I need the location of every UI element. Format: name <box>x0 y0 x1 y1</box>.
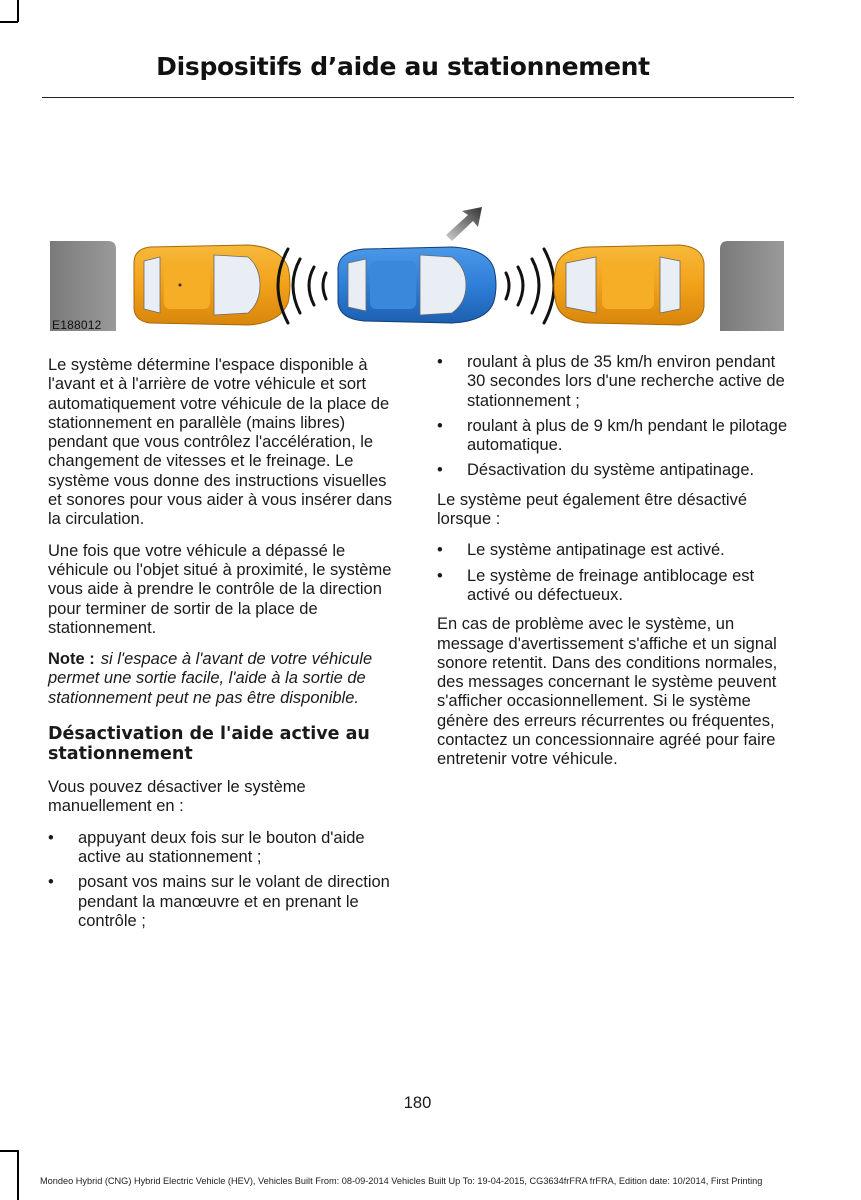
sensor-waves-right-icon <box>506 249 554 323</box>
parking-exit-illustration <box>48 205 784 335</box>
bullet-icon: • <box>437 416 443 435</box>
list-item <box>437 461 789 480</box>
also-deactivated-paragraph: Le système peut également être désactivé lorsque : <box>437 490 748 529</box>
bullet-icon: • <box>48 873 54 892</box>
note <box>48 650 400 708</box>
bullet-icon: • <box>48 828 54 847</box>
illustration-svg <box>48 205 784 335</box>
header-rule <box>42 97 794 98</box>
crop-mark-top-left-h <box>0 21 18 23</box>
list-item-text: appuyant deux fois sur le bouton d'aide active au stationnement ; <box>78 828 365 866</box>
condition-list <box>437 353 789 481</box>
list-item-text: roulant à plus de 9 km/h pendant le pilotage automatique. <box>467 416 788 455</box>
footer-text: Mondeo Hybrid (CNG) Hybrid Electric Vehicle (HEV), Vehicles Built From: 08-09-2014 Vehicles Built Up To: 19-04-2015, CG3634frFRA frFRA, Edition date: 10/2014, First Printing <box>40 1176 763 1186</box>
page-number: 180 <box>403 1094 432 1112</box>
list-item <box>48 829 400 868</box>
blue-car-icon <box>338 247 496 323</box>
list-item <box>437 541 789 560</box>
note-text: si l'espace à l'avant de votre véhicule permet une sortie facile, l'aide à la sortie de stationnement peut ne pas être disponible. <box>48 650 373 707</box>
list-item <box>437 417 789 456</box>
page-title: Dispositifs d’aide au stationnement <box>156 52 650 81</box>
crop-mark-bottom-left-h <box>0 1150 18 1152</box>
list-item <box>437 567 789 606</box>
figure-code: E188012 <box>52 318 102 332</box>
crop-mark-bottom-left <box>17 1150 19 1200</box>
deactivate-intro: Vous pouvez désactiver le système manuellement en : <box>48 778 306 816</box>
note-label: Note : <box>48 650 95 669</box>
bullet-icon: • <box>437 541 443 560</box>
problem-paragraph: En cas de problème avec le système, un message d'avertissement s'affiche et un signal sonore retentit. Dans des conditions normales, des messages concernant le système peuvent s'afficher occasionnellement. Si le système génère des erreurs récurrentes ou fréquentes, contactez un concessionnaire agréé pour faire entretenir votre véhicule. <box>437 615 778 769</box>
list-item-text: Le système de freinage antiblocage est activé ou défectueux. <box>467 566 755 604</box>
page-header <box>42 52 794 81</box>
orange-car-rear-icon <box>554 245 704 325</box>
bullet-icon: • <box>437 566 443 585</box>
gray-block-right-icon <box>720 241 784 331</box>
list-item-text: roulant à plus de 35 km/h environ pendant 30 secondes lors d'une recherche active de stationnement ; <box>467 353 785 410</box>
exit-arrow-icon <box>446 207 482 241</box>
list-item-text: Désactivation du système antipatinage. <box>467 461 755 480</box>
intro-paragraph: Le système détermine l'espace disponible à l'avant et à l'arrière de votre véhicule et sort automatiquement votre véhicule de la place de stationnement en parallèle (mains libres) pendant que vous contrôlez l'accélération, le changement de vitesses et le freinage. Le système vous donne des instructions visuelles et sonores pour vous aider à vous insérer dans la circulation. <box>48 356 392 529</box>
orange-car-front-icon <box>134 245 290 325</box>
bullet-icon: • <box>437 353 443 371</box>
deactivate-list <box>48 829 400 931</box>
crop-mark-top-left <box>17 0 19 22</box>
list-item-text: posant vos mains sur le volant de direction pendant la manœuvre et en prenant le contrôle ; <box>78 873 390 930</box>
section-heading: Désactivation de l'aide active au stationnement <box>48 724 370 765</box>
list-item <box>437 353 789 411</box>
bullet-icon: • <box>437 461 443 480</box>
control-paragraph: Une fois que votre véhicule a dépassé le véhicule ou l'objet situé à proximité, le système vous aide à prendre le contrôle de la direction pour terminer de sortir de la place de stationnement. <box>48 541 392 637</box>
list-item-text: Le système antipatinage est activé. <box>467 541 725 560</box>
system-condition-list <box>437 541 789 605</box>
right-column <box>437 353 789 782</box>
left-column <box>48 356 400 941</box>
list-item <box>48 873 400 931</box>
